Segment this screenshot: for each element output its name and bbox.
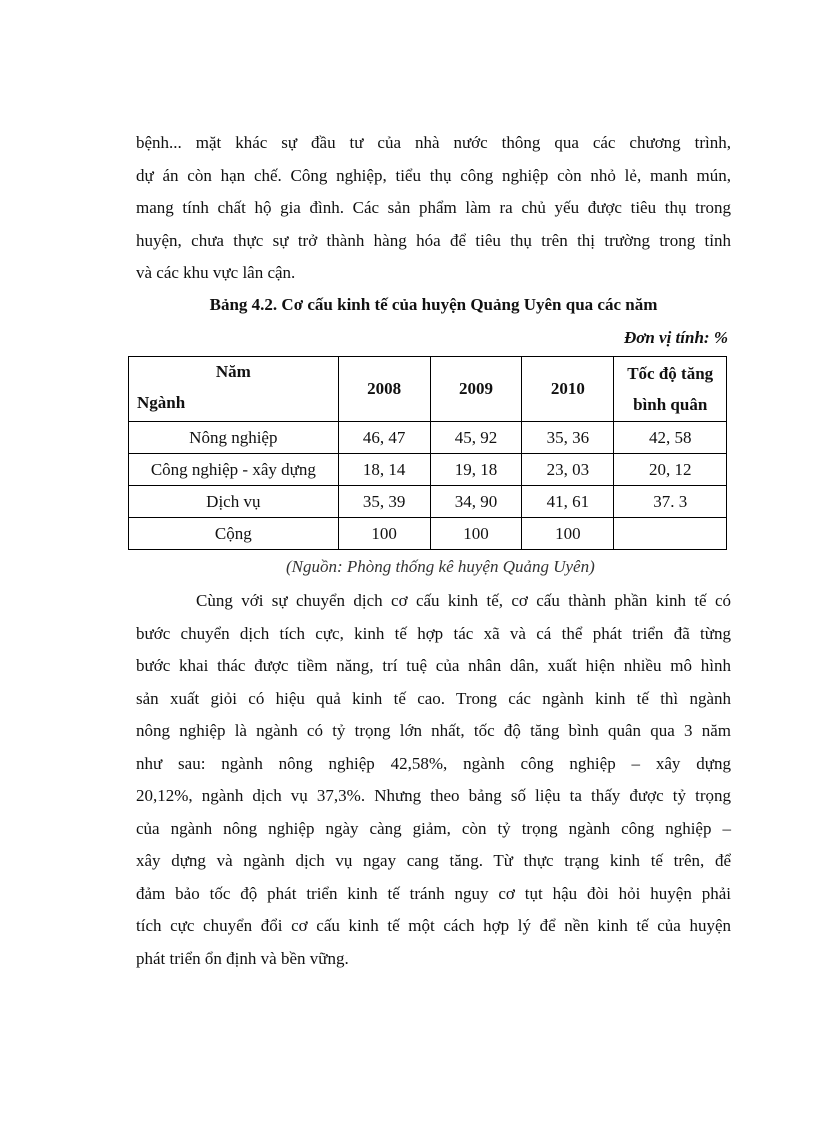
rate-cell: 37. 3 [614,486,727,518]
header-growth-rate: Tốc độ tăng bình quân [614,357,727,422]
table-row [129,518,727,550]
paragraph-line: đảm bảo tốc độ phát triển kinh tế tránh nguy cơ tụt hậu đòi hỏi huyện phải [136,883,731,903]
value-cell: 45, 92 [430,422,522,454]
rate-cell: 42, 58 [614,422,727,454]
header-corner-cell [129,357,339,422]
paragraph-line: dự án còn hạn chế. Công nghiệp, tiểu thụ công nghiệp còn nhỏ lẻ, manh mún, [136,165,731,185]
paragraph-line: 20,12%, ngành dịch vụ 37,3%. Nhưng theo bảng số liệu ta thấy được tỷ trọng [136,786,731,805]
table-header-row [129,357,727,422]
sector-cell: Dịch vụ [129,486,339,518]
paragraph-line: xây dựng và ngành dịch vụ ngay cang tăng. Từ thực trạng kinh tế trên, để [136,851,731,870]
paragraph-line: nông nghiệp là ngành có tỷ trọng lớn nhất, tốc độ tăng bình quân qua 3 năm [136,721,731,740]
paragraph-line: bệnh... mặt khác sự đầu tư của nhà nước thông qua các chương trình, [136,133,731,152]
value-cell: 41, 61 [522,486,614,518]
sector-cell: Nông nghiệp [129,422,339,454]
paragraph-line: như sau: ngành nông nghiệp 42,58%, ngành công nghiệp – xây dựng [136,753,731,773]
paragraph-line: bước khai thác được tiềm năng, trí tuệ của nhân dân, xuất hiện nhiều mô hình [136,656,731,675]
table-row [129,486,727,518]
paragraph-line: và các khu vực lân cận. [136,263,296,282]
paragraph-2 [136,585,731,975]
table-row [129,454,727,486]
value-cell: 100 [522,518,614,550]
value-cell: 19, 18 [430,454,522,486]
rate-cell: 20, 12 [614,454,727,486]
paragraph-line: bước chuyển dịch tích cực, kinh tế hợp tác xã và cá thể phát triển đã từng [136,623,731,643]
paragraph-line: của ngành nông nghiệp ngày càng giảm, còn tỷ trọng ngành công nghiệp – [136,818,731,838]
value-cell: 46, 47 [338,422,430,454]
value-cell: 35, 36 [522,422,614,454]
header-year-2009: 2009 [430,357,522,422]
paragraph-line: tích cực chuyển đổi cơ cấu kinh tế một cách hợp lý để nền kinh tế của huyện [136,916,731,935]
value-cell: 100 [338,518,430,550]
value-cell: 18, 14 [338,454,430,486]
value-cell: 34, 90 [430,486,522,518]
paragraph-line: phát triển ổn định và bền vững. [136,948,349,968]
value-cell: 23, 03 [522,454,614,486]
header-year-2008: 2008 [338,357,430,422]
paragraph-line: mang tính chất hộ gia đình. Các sản phẩm làm ra chủ yếu được tiêu thụ trong [136,198,731,217]
paragraph-line: huyện, chưa thực sự trở thành hàng hóa để tiêu thụ trên thị trường trong tỉnh [136,230,731,250]
sector-cell: Cộng [129,518,339,550]
unit-label: Đơn vị tính: % [623,328,728,347]
header-year-2010: 2010 [522,357,614,422]
table-row [129,422,727,454]
header-sector-label: Ngành [137,393,186,412]
economic-structure-table [128,356,727,550]
paragraph-line: Cùng với sự chuyển dịch cơ cấu kinh tế, cơ cấu thành phần kinh tế có [196,591,731,610]
table-caption: Bảng 4.2. Cơ cấu kinh tế của huyện Quảng Uyên qua các năm [209,295,658,314]
table-source-note: (Nguồn: Phòng thống kê huyện Quảng Uyên) [286,557,595,576]
sector-cell: Công nghiệp - xây dựng [129,454,339,486]
value-cell: 35, 39 [338,486,430,518]
value-cell: 100 [430,518,522,550]
header-year-label: Năm [215,362,251,381]
paragraph-1 [136,127,731,290]
paragraph-line: sản xuất giỏi có hiệu quả kinh tế cao. Trong các ngành kinh tế thì ngành [136,688,731,708]
rate-cell [614,518,727,550]
